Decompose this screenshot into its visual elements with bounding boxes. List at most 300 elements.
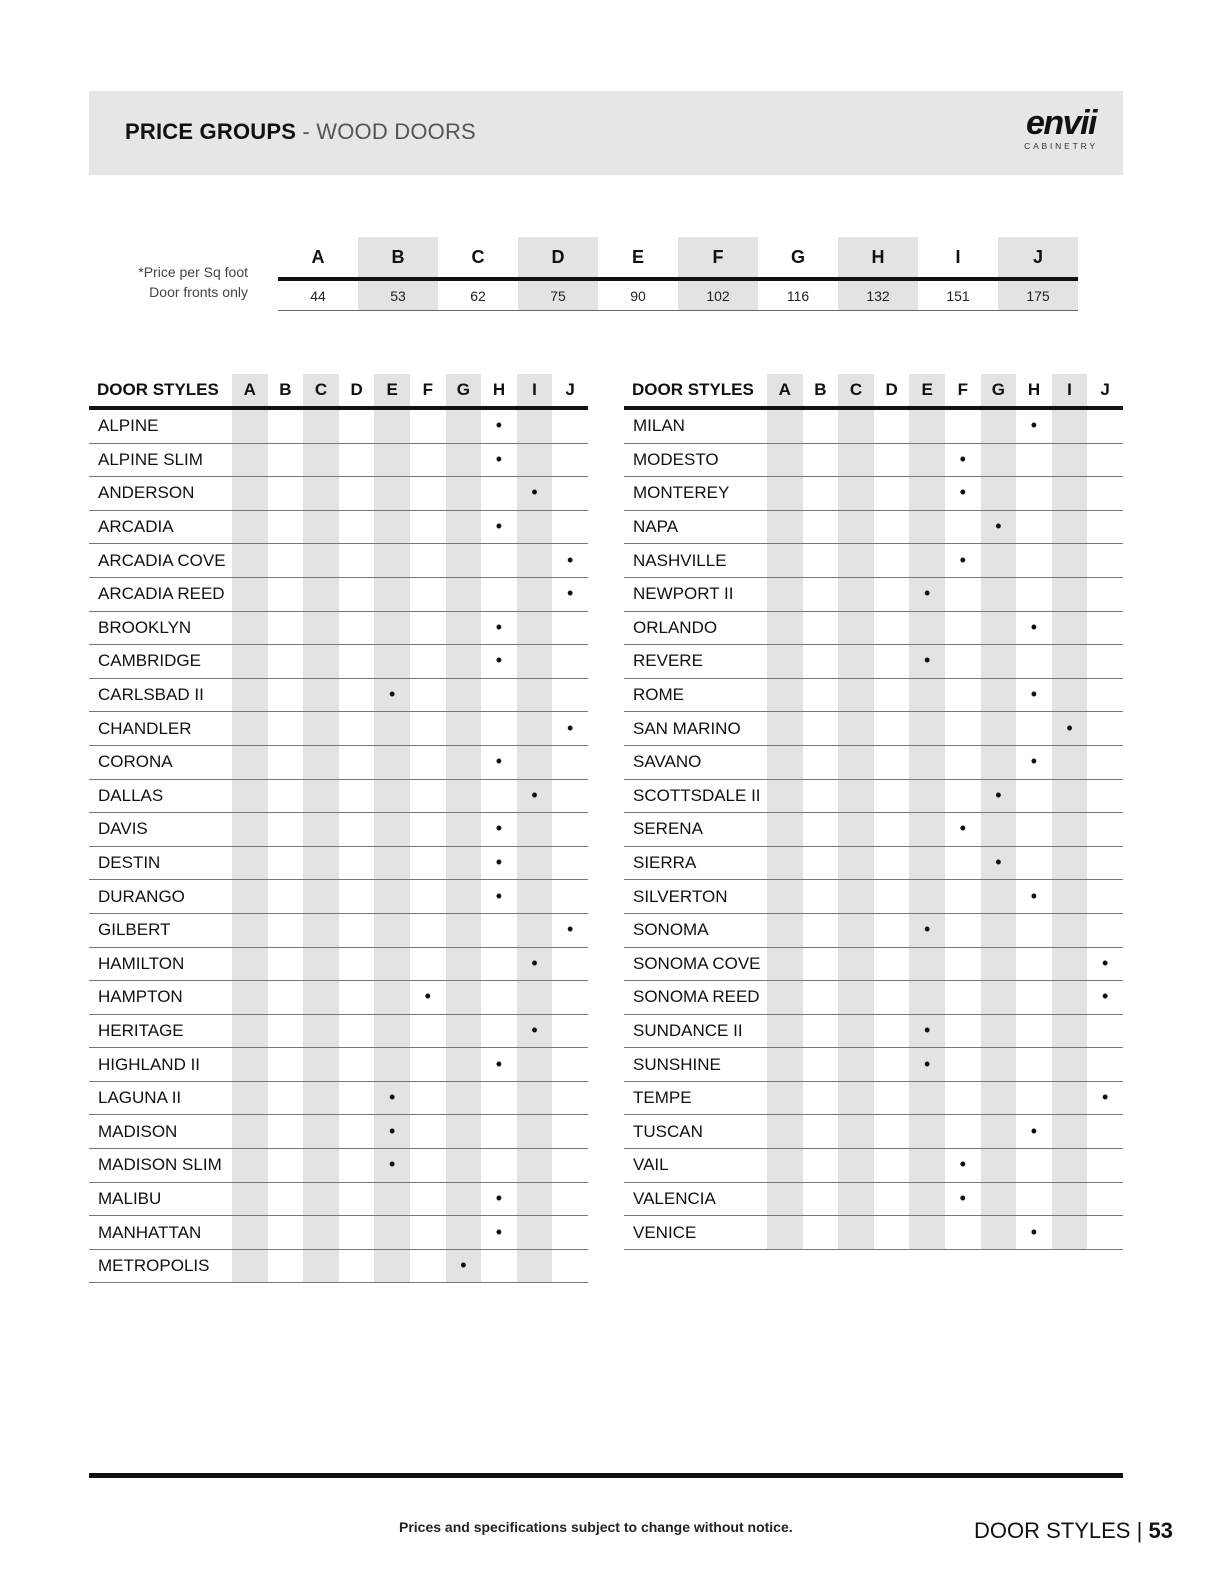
table-row bbox=[89, 408, 588, 443]
group-cell bbox=[552, 745, 588, 779]
group-cell bbox=[303, 510, 339, 544]
group-cell bbox=[232, 813, 268, 847]
group-cell bbox=[1087, 544, 1123, 578]
group-cell bbox=[909, 813, 945, 847]
group-cell bbox=[981, 1182, 1017, 1216]
group-cell bbox=[803, 645, 839, 679]
group-cell bbox=[1087, 678, 1123, 712]
group-cell bbox=[1052, 577, 1088, 611]
group-cell bbox=[268, 947, 304, 981]
door-style-name: SUNSHINE bbox=[624, 1048, 767, 1082]
group-column-header: A bbox=[767, 374, 803, 408]
group-cell bbox=[481, 611, 517, 645]
door-style-name: SAVANO bbox=[624, 745, 767, 779]
group-cell bbox=[552, 1014, 588, 1048]
group-cell bbox=[481, 813, 517, 847]
group-marker: • bbox=[1030, 616, 1038, 637]
group-cell bbox=[803, 712, 839, 746]
group-marker: • bbox=[959, 448, 966, 469]
group-cell bbox=[374, 1182, 410, 1216]
group-cell bbox=[1016, 1014, 1052, 1048]
group-cell bbox=[303, 611, 339, 645]
group-column-header: G bbox=[981, 374, 1017, 408]
group-cell bbox=[339, 880, 375, 914]
group-cell bbox=[517, 779, 553, 813]
group-cell bbox=[552, 880, 588, 914]
group-cell bbox=[838, 544, 874, 578]
group-cell bbox=[481, 1249, 517, 1283]
group-cell bbox=[874, 947, 910, 981]
group-cell bbox=[909, 846, 945, 880]
group-cell bbox=[268, 779, 304, 813]
price-group-value: 102 bbox=[678, 279, 758, 311]
door-style-name: DAVIS bbox=[89, 813, 232, 847]
group-marker: • bbox=[389, 1087, 396, 1108]
door-style-name: CHANDLER bbox=[89, 712, 232, 746]
door-style-name: VAIL bbox=[624, 1149, 767, 1183]
group-cell bbox=[339, 1216, 375, 1250]
group-cell bbox=[232, 577, 268, 611]
group-cell bbox=[909, 745, 945, 779]
door-style-name: TUSCAN bbox=[624, 1115, 767, 1149]
group-cell bbox=[1087, 880, 1123, 914]
group-cell bbox=[909, 408, 945, 443]
group-column-header: J bbox=[1087, 374, 1123, 408]
group-cell bbox=[339, 1081, 375, 1115]
group-cell bbox=[303, 408, 339, 443]
group-cell bbox=[481, 510, 517, 544]
group-cell bbox=[339, 510, 375, 544]
group-cell bbox=[803, 779, 839, 813]
group-cell bbox=[909, 1149, 945, 1183]
group-cell bbox=[874, 745, 910, 779]
group-cell bbox=[909, 1216, 945, 1250]
group-cell bbox=[1016, 813, 1052, 847]
group-cell bbox=[410, 1216, 446, 1250]
group-cell bbox=[1016, 611, 1052, 645]
door-style-name: HAMPTON bbox=[89, 981, 232, 1015]
group-cell bbox=[874, 846, 910, 880]
group-cell bbox=[517, 1048, 553, 1082]
group-cell bbox=[410, 510, 446, 544]
price-group-table bbox=[278, 237, 1078, 311]
group-cell bbox=[481, 1014, 517, 1048]
group-cell bbox=[446, 981, 482, 1015]
group-cell bbox=[268, 1182, 304, 1216]
door-style-name: MILAN bbox=[624, 408, 767, 443]
table-row bbox=[89, 645, 588, 679]
group-cell bbox=[1016, 880, 1052, 914]
group-cell bbox=[981, 577, 1017, 611]
group-cell bbox=[909, 712, 945, 746]
group-cell bbox=[767, 611, 803, 645]
group-cell bbox=[552, 712, 588, 746]
group-cell bbox=[838, 1182, 874, 1216]
group-column-header: A bbox=[232, 374, 268, 408]
group-cell bbox=[303, 1182, 339, 1216]
door-style-name: SERENA bbox=[624, 813, 767, 847]
group-cell bbox=[446, 745, 482, 779]
group-cell bbox=[268, 981, 304, 1015]
group-cell bbox=[339, 408, 375, 443]
group-cell bbox=[232, 1081, 268, 1115]
group-cell bbox=[232, 1115, 268, 1149]
group-marker: • bbox=[495, 650, 503, 671]
price-group-letter: B bbox=[358, 237, 438, 279]
group-cell bbox=[303, 1216, 339, 1250]
group-cell bbox=[517, 712, 553, 746]
group-cell bbox=[339, 443, 375, 477]
door-style-name: VALENCIA bbox=[624, 1182, 767, 1216]
group-marker: • bbox=[959, 549, 966, 570]
group-cell bbox=[874, 408, 910, 443]
group-cell bbox=[767, 981, 803, 1015]
group-cell bbox=[1016, 745, 1052, 779]
group-cell bbox=[1052, 1081, 1088, 1115]
page-title bbox=[125, 119, 476, 145]
group-cell bbox=[374, 779, 410, 813]
price-group-values-row bbox=[278, 279, 1078, 311]
price-group-letter: E bbox=[598, 237, 678, 279]
group-cell bbox=[981, 477, 1017, 511]
group-cell bbox=[232, 913, 268, 947]
group-cell bbox=[838, 981, 874, 1015]
table-row bbox=[89, 1115, 588, 1149]
table-row bbox=[89, 1014, 588, 1048]
door-style-name: DALLAS bbox=[89, 779, 232, 813]
group-cell bbox=[803, 1115, 839, 1149]
group-marker: • bbox=[1030, 1221, 1038, 1242]
group-cell bbox=[339, 846, 375, 880]
group-marker: • bbox=[959, 482, 966, 503]
group-cell bbox=[374, 1014, 410, 1048]
group-cell bbox=[945, 477, 981, 511]
group-cell bbox=[909, 779, 945, 813]
group-cell bbox=[1087, 1182, 1123, 1216]
door-style-name: NASHVILLE bbox=[624, 544, 767, 578]
group-cell bbox=[268, 611, 304, 645]
group-cell bbox=[945, 712, 981, 746]
group-cell bbox=[268, 645, 304, 679]
group-cell bbox=[517, 544, 553, 578]
group-cell bbox=[446, 1216, 482, 1250]
group-cell bbox=[303, 981, 339, 1015]
group-cell bbox=[803, 477, 839, 511]
group-cell bbox=[803, 1216, 839, 1250]
group-cell bbox=[1052, 913, 1088, 947]
group-cell bbox=[803, 577, 839, 611]
group-column-header: I bbox=[517, 374, 553, 408]
table-row bbox=[89, 1081, 588, 1115]
group-cell bbox=[803, 947, 839, 981]
door-style-name: ARCADIA bbox=[89, 510, 232, 544]
group-cell bbox=[803, 981, 839, 1015]
group-marker: • bbox=[1030, 1120, 1038, 1141]
group-cell bbox=[552, 1249, 588, 1283]
group-cell bbox=[232, 678, 268, 712]
group-cell bbox=[410, 408, 446, 443]
group-cell bbox=[552, 408, 588, 443]
group-column-header: E bbox=[909, 374, 945, 408]
group-cell bbox=[552, 1149, 588, 1183]
group-cell bbox=[945, 510, 981, 544]
group-cell bbox=[481, 477, 517, 511]
group-cell bbox=[767, 712, 803, 746]
title-bold: PRICE GROUPS bbox=[125, 119, 297, 144]
group-cell bbox=[446, 678, 482, 712]
group-cell bbox=[517, 1182, 553, 1216]
group-cell bbox=[945, 1149, 981, 1183]
table-row bbox=[624, 1048, 1123, 1082]
group-cell bbox=[374, 712, 410, 746]
group-cell bbox=[446, 1249, 482, 1283]
group-cell bbox=[517, 477, 553, 511]
table-row bbox=[624, 577, 1123, 611]
group-cell bbox=[268, 1249, 304, 1283]
group-cell bbox=[945, 745, 981, 779]
group-cell bbox=[374, 981, 410, 1015]
group-marker: • bbox=[531, 784, 538, 805]
group-marker: • bbox=[495, 616, 503, 637]
group-cell bbox=[838, 611, 874, 645]
group-marker: • bbox=[1101, 952, 1109, 973]
group-marker: • bbox=[495, 1187, 503, 1208]
group-column-header: F bbox=[945, 374, 981, 408]
group-cell bbox=[1087, 1081, 1123, 1115]
group-cell bbox=[303, 947, 339, 981]
group-cell bbox=[1087, 510, 1123, 544]
footer-divider bbox=[89, 1473, 1123, 1478]
group-cell bbox=[517, 678, 553, 712]
group-cell bbox=[1016, 947, 1052, 981]
group-cell bbox=[945, 1216, 981, 1250]
group-cell bbox=[552, 443, 588, 477]
group-cell bbox=[1016, 1081, 1052, 1115]
group-cell bbox=[552, 981, 588, 1015]
group-cell bbox=[232, 477, 268, 511]
group-cell bbox=[909, 544, 945, 578]
group-cell bbox=[481, 947, 517, 981]
table-row bbox=[624, 1081, 1123, 1115]
group-cell bbox=[874, 1014, 910, 1048]
group-cell bbox=[410, 1081, 446, 1115]
group-cell bbox=[481, 408, 517, 443]
group-cell bbox=[874, 880, 910, 914]
door-style-name: ALPINE SLIM bbox=[89, 443, 232, 477]
group-cell bbox=[981, 443, 1017, 477]
group-cell bbox=[410, 947, 446, 981]
group-cell bbox=[268, 913, 304, 947]
group-cell bbox=[767, 1216, 803, 1250]
group-marker: • bbox=[959, 1187, 966, 1208]
group-cell bbox=[303, 1014, 339, 1048]
page-number: 53 bbox=[1148, 1518, 1173, 1543]
group-cell bbox=[552, 645, 588, 679]
group-column-header: H bbox=[481, 374, 517, 408]
group-cell bbox=[410, 544, 446, 578]
group-cell bbox=[981, 1048, 1017, 1082]
group-cell bbox=[481, 1149, 517, 1183]
group-cell bbox=[303, 443, 339, 477]
group-cell bbox=[874, 1115, 910, 1149]
group-cell bbox=[1016, 477, 1052, 511]
group-cell bbox=[481, 544, 517, 578]
group-cell bbox=[552, 477, 588, 511]
door-style-name: SUNDANCE II bbox=[624, 1014, 767, 1048]
group-cell bbox=[981, 678, 1017, 712]
group-cell bbox=[909, 510, 945, 544]
group-cell bbox=[517, 1115, 553, 1149]
group-column-header: D bbox=[874, 374, 910, 408]
price-group-letter: H bbox=[838, 237, 918, 279]
group-cell bbox=[517, 947, 553, 981]
group-cell bbox=[446, 712, 482, 746]
table-row bbox=[624, 678, 1123, 712]
group-marker: • bbox=[924, 1019, 931, 1040]
door-style-name: HAMILTON bbox=[89, 947, 232, 981]
group-cell bbox=[446, 477, 482, 511]
group-cell bbox=[803, 544, 839, 578]
group-marker: • bbox=[1030, 751, 1038, 772]
group-cell bbox=[1016, 913, 1052, 947]
group-cell bbox=[1052, 1014, 1088, 1048]
group-cell bbox=[481, 443, 517, 477]
group-cell bbox=[1052, 1182, 1088, 1216]
group-cell bbox=[1052, 611, 1088, 645]
group-cell bbox=[1016, 981, 1052, 1015]
group-cell bbox=[410, 577, 446, 611]
group-cell bbox=[945, 577, 981, 611]
group-cell bbox=[232, 1048, 268, 1082]
group-cell bbox=[303, 1249, 339, 1283]
table-row bbox=[624, 846, 1123, 880]
price-group-value: 132 bbox=[838, 279, 918, 311]
group-cell bbox=[374, 846, 410, 880]
group-cell bbox=[1052, 981, 1088, 1015]
group-column-header: C bbox=[303, 374, 339, 408]
table-row bbox=[89, 1216, 588, 1250]
group-marker: • bbox=[1030, 684, 1038, 705]
group-cell bbox=[767, 813, 803, 847]
group-cell bbox=[339, 611, 375, 645]
group-cell bbox=[374, 645, 410, 679]
group-cell bbox=[374, 1216, 410, 1250]
group-marker: • bbox=[495, 448, 503, 469]
table-row bbox=[624, 813, 1123, 847]
footer-disclaimer: Prices and specifications subject to change without notice. bbox=[399, 1519, 793, 1535]
table-row bbox=[89, 880, 588, 914]
group-cell bbox=[410, 745, 446, 779]
group-cell bbox=[268, 846, 304, 880]
group-cell bbox=[981, 544, 1017, 578]
group-cell bbox=[838, 477, 874, 511]
group-cell bbox=[1052, 846, 1088, 880]
price-note-line2: Door fronts only bbox=[149, 284, 248, 300]
group-cell bbox=[232, 510, 268, 544]
group-cell bbox=[1052, 745, 1088, 779]
group-cell bbox=[803, 813, 839, 847]
group-cell bbox=[374, 544, 410, 578]
door-style-name: REVERE bbox=[624, 645, 767, 679]
group-cell bbox=[874, 510, 910, 544]
table-row bbox=[89, 813, 588, 847]
group-cell bbox=[410, 913, 446, 947]
table-row bbox=[89, 1249, 588, 1283]
group-cell bbox=[232, 779, 268, 813]
group-column-header: B bbox=[803, 374, 839, 408]
group-cell bbox=[1016, 1115, 1052, 1149]
group-marker: • bbox=[531, 952, 538, 973]
group-cell bbox=[767, 477, 803, 511]
group-cell bbox=[552, 846, 588, 880]
group-cell bbox=[410, 712, 446, 746]
group-marker: • bbox=[566, 583, 574, 604]
price-group-letter: D bbox=[518, 237, 598, 279]
group-cell bbox=[909, 1048, 945, 1082]
group-column-header: J bbox=[552, 374, 588, 408]
group-cell bbox=[874, 645, 910, 679]
group-cell bbox=[1087, 645, 1123, 679]
group-cell bbox=[803, 913, 839, 947]
group-cell bbox=[874, 1216, 910, 1250]
group-cell bbox=[268, 577, 304, 611]
group-marker: • bbox=[1066, 717, 1073, 738]
door-style-name: ALPINE bbox=[89, 408, 232, 443]
group-cell bbox=[803, 611, 839, 645]
door-style-name: DESTIN bbox=[89, 846, 232, 880]
group-cell bbox=[303, 712, 339, 746]
group-cell bbox=[374, 443, 410, 477]
group-cell bbox=[874, 913, 910, 947]
group-cell bbox=[874, 1048, 910, 1082]
group-cell bbox=[1016, 1182, 1052, 1216]
table-row bbox=[624, 1149, 1123, 1183]
group-cell bbox=[446, 947, 482, 981]
group-cell bbox=[945, 544, 981, 578]
group-cell bbox=[481, 779, 517, 813]
group-cell bbox=[410, 846, 446, 880]
door-style-name: METROPOLIS bbox=[89, 1249, 232, 1283]
group-cell bbox=[232, 645, 268, 679]
group-cell bbox=[803, 1048, 839, 1082]
group-cell bbox=[1052, 1115, 1088, 1149]
table-row bbox=[624, 611, 1123, 645]
group-cell bbox=[374, 678, 410, 712]
group-cell bbox=[410, 1182, 446, 1216]
group-cell bbox=[481, 846, 517, 880]
group-cell bbox=[767, 913, 803, 947]
group-cell bbox=[517, 1249, 553, 1283]
table-row bbox=[89, 611, 588, 645]
group-cell bbox=[517, 510, 553, 544]
group-cell bbox=[1052, 408, 1088, 443]
table-row bbox=[89, 913, 588, 947]
table-row bbox=[624, 712, 1123, 746]
group-cell bbox=[838, 1115, 874, 1149]
group-cell bbox=[981, 611, 1017, 645]
group-cell bbox=[232, 880, 268, 914]
title-light: WOOD DOORS bbox=[316, 119, 476, 144]
group-marker: • bbox=[924, 583, 931, 604]
group-cell bbox=[552, 1115, 588, 1149]
table-row bbox=[89, 477, 588, 511]
group-cell bbox=[981, 1081, 1017, 1115]
group-cell bbox=[909, 1081, 945, 1115]
price-group-letter: J bbox=[998, 237, 1078, 279]
group-cell bbox=[1016, 645, 1052, 679]
section-name: DOOR STYLES bbox=[974, 1518, 1131, 1543]
door-style-name: NEWPORT II bbox=[624, 577, 767, 611]
